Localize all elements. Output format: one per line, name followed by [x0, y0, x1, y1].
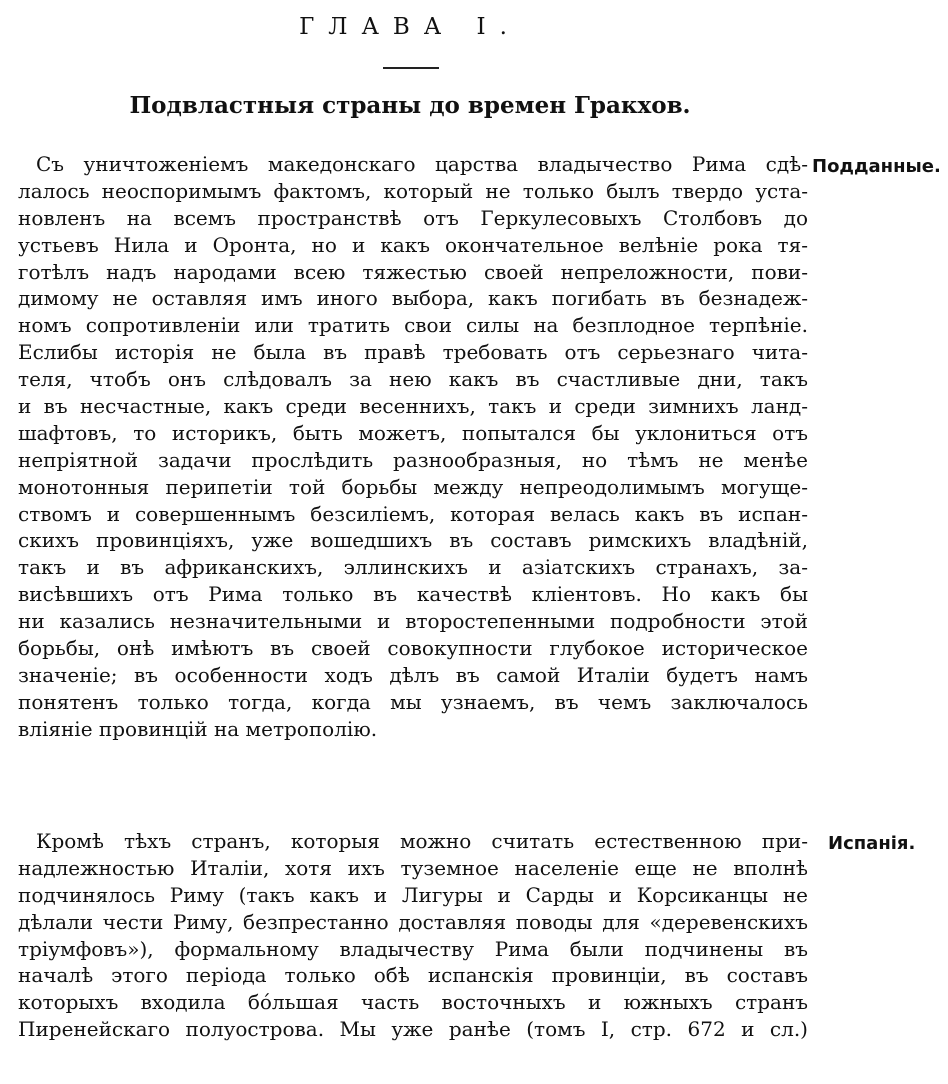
paragraph-2: [18, 828, 808, 1043]
text-line: Кромѣ тѣхъ странъ, которыя можно считать естественною при-: [36, 829, 808, 853]
text-line: ствомъ и совершеннымъ безсиліемъ, которая велась какъ въ испан-: [18, 501, 808, 526]
text-line: скихъ провинціяхъ, уже вошедшихъ въ составъ римскихъ владѣній,: [18, 528, 808, 553]
text-line: такъ и въ африканскихъ, эллинскихъ и азіатскихъ странахъ, за-: [18, 555, 808, 580]
text-line: Еслибы исторія не была въ правѣ требовать отъ серьезнаго чита-: [18, 340, 808, 365]
chapter-title: Подвластныя страны до времен Гракхов.: [129, 92, 691, 119]
text-line: Съ уничтоженіемъ македонскаго царства владычество Рима сдѣ-: [36, 152, 808, 176]
text-line: которыхъ входила бóльшая часть восточныхъ и южныхъ странъ: [18, 990, 808, 1015]
text-line: борьбы, онѣ имѣютъ въ своей совокупности глубокое историческое: [18, 636, 808, 661]
text-line: новленъ на всемъ пространствѣ отъ Геркулесовыхъ Столбовъ до: [18, 205, 808, 230]
chapter-divider: [383, 67, 439, 69]
margin-note-subjects: Подданные.: [812, 156, 941, 177]
text-line: значеніе; въ особенности ходъ дѣлъ въ самой Италіи будетъ намъ: [18, 662, 808, 687]
margin-note-spain: Испанія.: [828, 833, 916, 854]
text-line: началѣ этого періода только обѣ испанскія провинціи, въ составъ: [18, 963, 808, 988]
text-line: вліяніе провинцій на метрополію.: [18, 716, 378, 741]
text-line: номъ сопротивленіи или тратить свои силы на безплодное терпѣніе.: [18, 313, 808, 338]
text-line: висѣвшихъ отъ Рима только въ качествѣ кліентовъ. Но какъ бы: [18, 582, 808, 607]
text-line: теля, чтобъ онъ слѣдовалъ за нею какъ въ счастливые дни, такъ: [18, 367, 808, 392]
text-line: шафтовъ, то историкъ, быть можетъ, попытался бы уклониться отъ: [18, 420, 808, 445]
text-line: готѣлъ надъ народами всею тяжестью своей непреложности, пови-: [18, 259, 808, 284]
text-line: Пиренейскаго полуострова. Мы уже ранѣе (томъ I, стр. 672 и сл.): [18, 1017, 808, 1042]
text-line: понятенъ только тогда, когда мы узнаемъ, въ чемъ заключалось: [18, 689, 808, 714]
text-line: непріятной задачи прослѣдить разнообразныя, но тѣмъ не менѣе: [18, 447, 808, 472]
text-line: дѣлали чести Риму, безпрестанно доставляя поводы для «деревенскихъ: [18, 909, 808, 934]
text-line: тріумфовъ»), формальному владычеству Рима были подчинены въ: [18, 936, 808, 961]
text-line: лалось неоспоримымъ фактомъ, который не только былъ твердо уста-: [18, 178, 808, 203]
chapter-label: ГЛАВА I.: [299, 14, 521, 40]
text-line: ни казались незначительными и второстепенными подробности этой: [18, 609, 808, 634]
text-line: и въ несчастные, какъ среди весеннихъ, такъ и среди зимнихъ ланд-: [18, 394, 808, 419]
text-line: устьевъ Нила и Оронта, но и какъ окончательное велѣніе рока тя-: [18, 232, 808, 257]
text-line: надлежностью Италіи, хотя ихъ туземное населеніе еще не вполнѣ: [18, 855, 808, 880]
text-line: подчинялось Риму (такъ какъ и Лигуры и Сарды и Корсиканцы не: [18, 882, 808, 907]
text-line: димому не оставляя имъ иного выбора, какъ погибать въ безнадеж-: [18, 286, 808, 311]
text-line: монотонныя перипетіи той борьбы между непреодолимымъ могуще-: [18, 474, 808, 499]
paragraph-1: [18, 151, 808, 743]
